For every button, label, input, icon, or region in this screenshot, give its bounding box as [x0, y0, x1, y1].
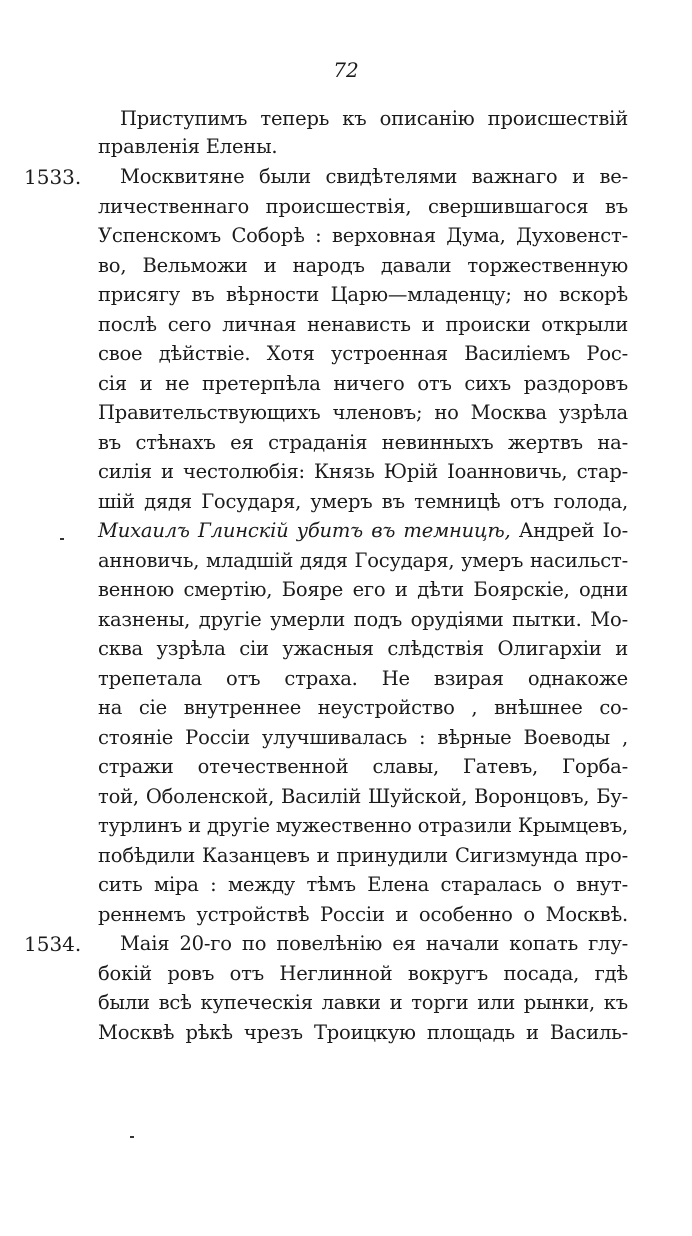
- text-line: силія и честолюбія: Князь Юрій Іоанновичь, стар-: [98, 460, 628, 483]
- text-line: бокій ровъ отъ Неглинной вокругъ посада, гдѣ: [98, 962, 628, 985]
- text-line: Маія 20-го по повелѣнію ея начали копать глу-: [120, 932, 628, 955]
- text-line: послѣ сего личная ненависть и происки открыли: [98, 313, 628, 336]
- text-line: сить міра : между тѣмъ Елена старалась о внут-: [98, 873, 628, 896]
- text-line: правленія Елены.: [98, 135, 278, 158]
- text-line: на сіе внутреннее неустройство , внѣшнее со-: [98, 696, 628, 719]
- text-line: казнены, другіе умерли подъ орудіями пытки. Мо-: [98, 608, 628, 631]
- text-line: Москвитяне были свидѣтелями важнаго и ве-: [120, 165, 628, 188]
- italic-phrase: Михаилъ Глинскій убитъ въ темницѣ,: [98, 519, 511, 542]
- text-line: во, Вельможи и народъ давали торжественную: [98, 254, 628, 277]
- text-line: турлинъ и другіе мужественно отразили Крымцевъ,: [98, 814, 628, 837]
- text-line: личественнаго происшествія, свершившагося въ: [98, 195, 628, 218]
- text-line: были всѣ купеческія лавки и торги или рынки, къ: [98, 991, 628, 1014]
- margin-year: 1534.: [24, 932, 82, 956]
- page-number: 72: [333, 58, 359, 82]
- text-line: трепетала отъ страха. Не взирая однакоже: [98, 667, 628, 690]
- text-line: венною смертію, Бояре его и дѣти Боярскіе, одни: [98, 578, 628, 601]
- text-line: реннемъ устройствѣ Россіи и особенно о Москвѣ.: [98, 903, 628, 926]
- text-line: въ стѣнахъ ея страданія невинныхъ жертвъ на-: [98, 431, 628, 454]
- print-speck: [130, 1136, 134, 1138]
- text-line: сія и не претерпѣла ничего отъ сихъ раздоровъ: [98, 372, 628, 395]
- text-line: свое дѣйствіе. Хотя устроенная Василіемъ Рос-: [98, 342, 628, 365]
- text-line: присягу въ вѣрности Царю—младенцу; но вскорѣ: [98, 283, 628, 306]
- text-line: Успенскомъ Соборѣ : верховная Дума, Духовенст-: [98, 224, 628, 247]
- text-line: стражи отечественной славы, Гатевъ, Горба-: [98, 755, 628, 778]
- text-line: стояніе Россіи улучшивалась : вѣрные Воеводы ,: [98, 726, 628, 749]
- text-line: шій дядя Государя, умеръ въ темницѣ отъ голода,: [98, 490, 628, 513]
- print-speck: [60, 538, 64, 540]
- margin-year: 1533.: [24, 165, 82, 189]
- text-line: той, Оболенской, Василій Шуйской, Воронцовъ, Бу-: [98, 785, 628, 808]
- text-span: Андрей Іо-: [510, 519, 628, 542]
- text-line: побѣдили Казанцевъ и принудили Сигизмунда про-: [98, 844, 628, 867]
- text-line: Москвѣ рѣкѣ чрезъ Троицкую площадь и Василь-: [98, 1021, 628, 1044]
- text-line: анновичь, младшій дядя Государя, умеръ насильст-: [98, 549, 628, 572]
- text-line: сква узрѣла сіи ужасныя слѣдствія Олигархіи и: [98, 637, 628, 660]
- text-line: [98, 516, 628, 546]
- text-line: Правительствующихъ членовъ; но Москва узрѣла: [98, 401, 628, 424]
- text-line: Приступимъ теперь къ описанію происшествій: [120, 107, 628, 130]
